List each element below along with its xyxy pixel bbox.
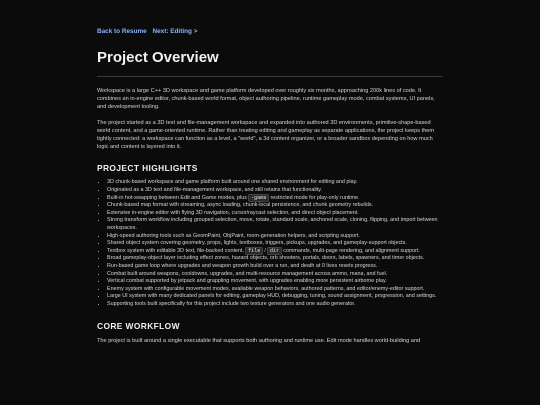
list-item-text: Textbox system with editable 3D text, file-backed content, xyxy=(107,247,246,254)
list-item-text: restricted mode for play-only runtime. xyxy=(269,194,360,201)
list-item: • High-speed authoring tools such as GeomPaint, ObjPaint, room-generation helpers, and scripting support. xyxy=(107,233,443,241)
intro-paragraph-2: The project started as a 3D text and file-management workspace and expanded into authored 3D environments, primitive-shape-based world content, and a game-oriented runtime. Rather than treating editing and gameplay as separate applications, the project keeps them tightly connected: a workspace can function as a level, a "world", a 3d content organizer, or a broader sandbox depending on how much logic and content is layered into it. xyxy=(97,119,435,151)
list-item: • Extensive in-engine editor with flying 3D navigation, cursor/raycast selection, and direct object placement. xyxy=(107,210,443,218)
back-to-resume-link[interactable]: Back to Resume xyxy=(97,28,147,35)
list-item xyxy=(107,248,443,256)
list-item: • Strong transform workflow including grouped selection, move, rotate, standard scale, anchored scale, cloning, flipping, and import between workspaces. xyxy=(107,217,443,232)
title-divider xyxy=(97,76,443,77)
list-item: • Combat built around weapons, cooldowns, upgrades, and multi-resource management across ammo, mana, and fuel. xyxy=(107,271,443,279)
top-nav xyxy=(97,28,443,35)
list-item-text: commands, multi-page rendering, and alignment support. xyxy=(281,247,420,254)
page-title: Project Overview xyxy=(97,49,219,66)
list-item: • 3D chunk-based workspace and game platform built around one shared environment for editing and play. xyxy=(107,179,443,187)
list-item: • Originated as a 3D text and file-management workspace, and still retains that functionality. xyxy=(107,187,443,195)
inline-code: -game xyxy=(248,194,269,202)
list-item: • Large UI system with many dedicated panels for editing, gameplay HUD, debugging, tuning, sound assignment, progression, and settings. xyxy=(107,293,443,301)
list-item: • Run-based game loop where upgrades and weapon growth build over a run, and death at 0 lives resets progress. xyxy=(107,263,443,271)
list-item-text: / xyxy=(262,247,268,254)
list-item: • Supporting tools built specifically for this project include two texture generators and one audio generator. xyxy=(107,301,443,309)
list-item: • Shared object system covering geometry, props, lights, textboxes, triggers, pickups, upgrades, and gameplay-support objects. xyxy=(107,240,443,248)
highlights-list xyxy=(97,179,443,308)
inline-code: file xyxy=(245,247,262,255)
list-item: • Vertical combat supported by jetpack and grappling movement, with upgrades enabling more persistent airborne play. xyxy=(107,278,443,286)
highlights-heading: PROJECT HIGHLIGHTS xyxy=(97,163,198,174)
next-editing-link[interactable]: Next: Editing > xyxy=(152,28,198,35)
inline-code: dir xyxy=(267,247,281,255)
list-item-text: Built-in hot-swapping between Edit and Game modes, plus xyxy=(107,194,249,201)
workflow-paragraph: The project is built around a single executable that supports both authoring and runtime use. Edit mode handles world-building and xyxy=(97,337,421,344)
list-item: • Chunk-based map format with streaming, async loading, chunk-local persistence, and chunk geometry rebuilds. xyxy=(107,202,443,210)
list-item: • Enemy system with configurable movement modes, available weapon behaviors, authored patterns, and editor/enemy-editor support. xyxy=(107,286,443,294)
intro-paragraph-1: Workspace is a large C++ 3D workspace and game platform developed over roughly six months, approaching 200k lines of code. It combines an in-engine editor, chunk-based world format, object authoring pipeline, runtime gameplay mode, combat systems, UI panels, and development tooling. xyxy=(97,88,435,111)
list-item xyxy=(107,195,443,203)
workflow-heading: CORE WORKFLOW xyxy=(97,320,180,331)
list-item: • Broad gameplay-object layer including effect zones, hazard objects, orb shooters, portals, doors, labels, spawners, and timer objects. xyxy=(107,255,443,263)
